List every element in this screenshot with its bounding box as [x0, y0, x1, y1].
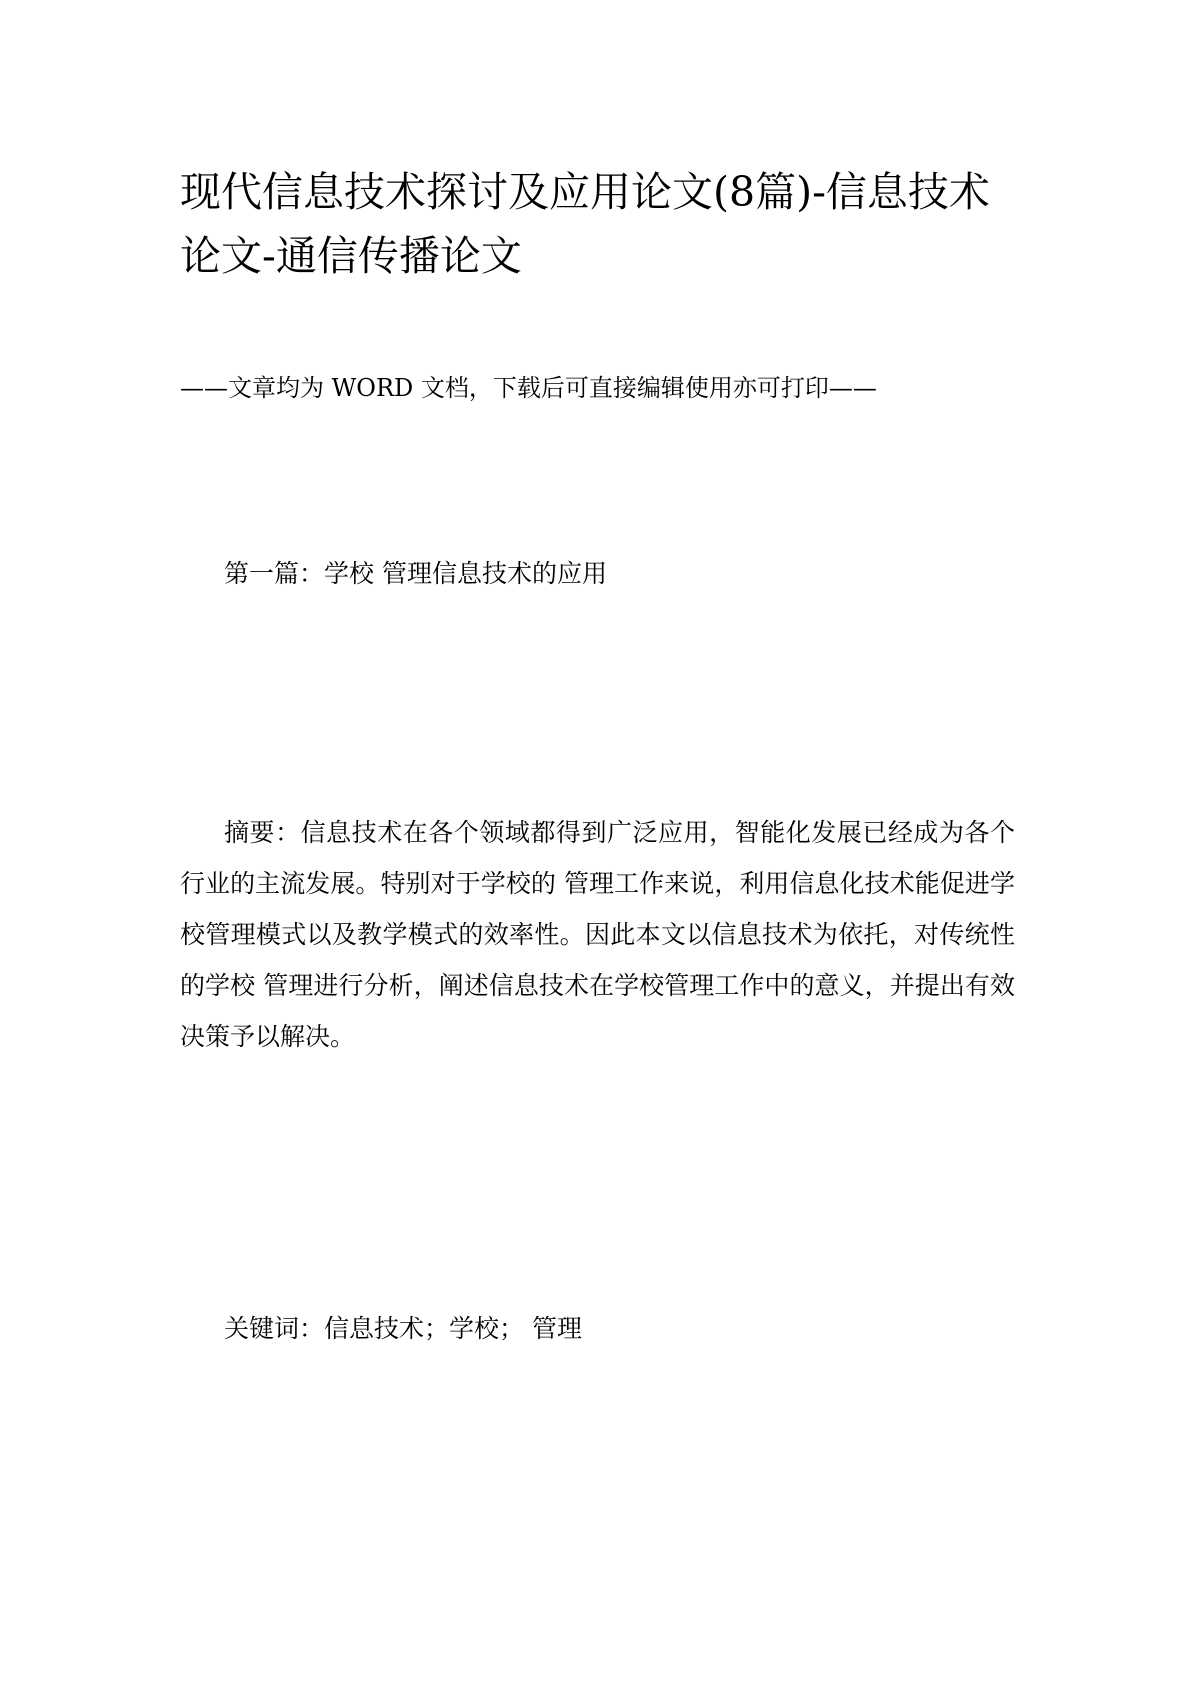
abstract-paragraph: 摘要：信息技术在各个领域都得到广泛应用，智能化发展已经成为各个行业的主流发展。特别对于学校的 管理工作来说，利用信息化技术能促进学校管理模式以及教学模式的效率性。因此本文以信息技术为依托，对传统性的学校 管理进行分析，阐述信息技术在学校管理工作中的意义，并提出有效决策予以解决。: [180, 818, 1015, 1051]
document-subtitle: ——文章均为 WORD 文档，下载后可直接编辑使用亦可打印——: [180, 374, 877, 402]
document-title: 现代信息技术探讨及应用论文(8篇)-信息技术论文-通信传播论文: [180, 168, 990, 280]
keywords-line: 关键词：信息技术；学校； 管理: [224, 1314, 582, 1343]
section-heading: 第一篇：学校 管理信息技术的应用: [224, 559, 607, 588]
